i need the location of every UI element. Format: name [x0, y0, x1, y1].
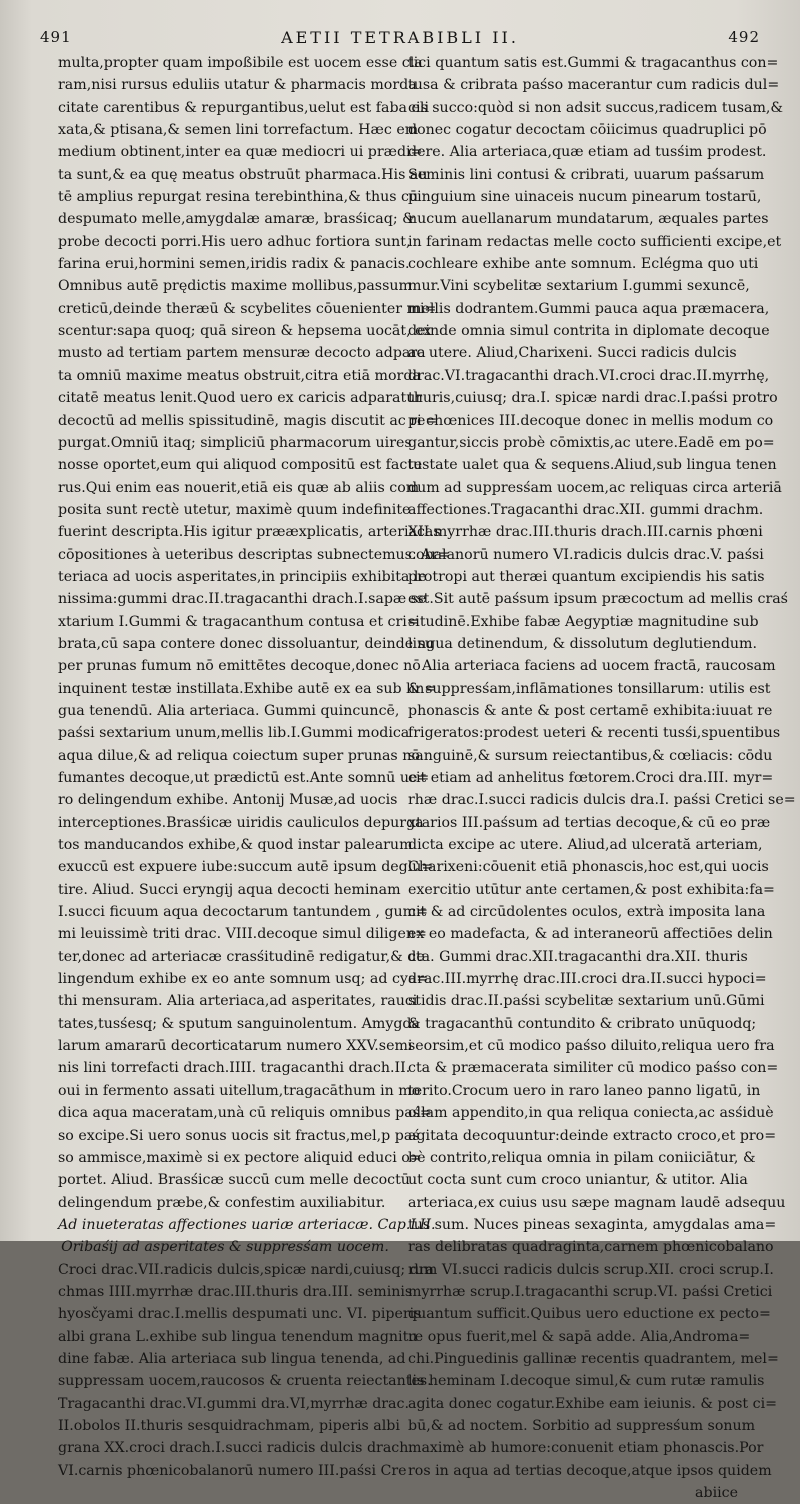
text-line: Croci drac.VII.radicis dulcis,spicæ nardi,cuiusq; dra	[58, 1261, 435, 1278]
text-line: ex eo madefacta, & ad interaneorū affectiōes delin	[408, 926, 773, 943]
text-line: scentur:sapa quoq; quā sireon & hepsema uocāt, ex	[58, 323, 432, 340]
text-line: dere. Alia arteriaca,quæ etiam ad tusśim prodest.	[408, 144, 767, 161]
text-line: tici quantum satis est.Gummi & tragacanthus con=	[408, 55, 779, 71]
text-line: donec cogatur decoctam cōiicimus quadruplici pō	[408, 122, 767, 139]
text-line: per prunas fumum nō emittētes decoque,donec nō	[58, 658, 421, 675]
text-line: lingendum exhibe ex eo ante somnum usq; ad cya=	[58, 971, 429, 988]
text-line: paśsi sextarium unum,mellis lib.I.Gummi modica	[58, 725, 410, 742]
text-line: citate carentibus & repurgantibus,uelut est faba eli	[58, 99, 430, 116]
text-line: cochleare exhibe ante somnum. Eclégma quo uti	[408, 256, 759, 273]
text-line: suppressam uocem,raucosos & cruenta reiectantes.	[58, 1373, 432, 1390]
text-line: tusa & cribrata paśso macerantur cum radicis dul=	[408, 77, 780, 94]
text-line: situdinē.Exhibe fabæ Aegyptiæ magnitudine sub	[408, 613, 759, 630]
right-page-number: 492	[728, 28, 760, 46]
text-line: interceptiones.Brasśicæ uiridis cauliculos depurga	[58, 814, 424, 831]
text-line: thi mensuram. Alia arteriaca,ad asperitates, rauci	[58, 993, 418, 1010]
chapter-heading-line: Oribaśij ad asperitates & suppresśam uocem.	[61, 1239, 389, 1256]
text-line: dicta excipe ac utere. Aliud,ad ulcerată arteriam,	[408, 837, 763, 854]
text-line: purgat.Omniū itaq; simpliciū pharmacorum uires	[58, 434, 412, 451]
text-line: VI.carnis phœnicobalanorū numero III.paśsi Cre	[58, 1462, 407, 1479]
text-line: nosse oportet,eum qui aliquod compositū est factu	[58, 457, 423, 474]
text-line: cobalanorū numero VI.radicis dulcis drac.V. paśsi	[408, 546, 764, 563]
text-line: larum amararū decorticatarum numero XXV.semi	[58, 1038, 413, 1055]
text-line: protropi aut theræi quantum excipiendis his satis	[408, 568, 765, 585]
text-line: seorsim,et cū modico paśso diluito,reliqua uero fra	[408, 1038, 775, 1055]
text-line: in farinam redactas melle cocto sufficienti excipe,et	[408, 233, 782, 250]
text-line: sanguinē,& sursum reiectantibus,& cœliacis: cōdu	[408, 747, 773, 764]
text-line: tos manducandos exhibe,& quod instar palearum	[58, 837, 413, 854]
text-line: so ammisce,maximè si ex pectore aliquid educi o=	[58, 1149, 422, 1166]
text-line: nissima:gummi drac.II.tragacanthi drach.I.sapæ se	[58, 591, 427, 608]
text-line: nis lini torrefacti drach.IIII. tragacanthi drach.II.	[58, 1060, 411, 1077]
text-line: ta omniū maxime meatus obstruit,citra etiā morda	[58, 367, 421, 384]
text-line: Seminis lini contusi & cribrati, uuarum paśsarum	[408, 166, 765, 183]
text-line: est.Sit autē paśsum ipsum præcoctum ad mellis craś	[408, 591, 788, 608]
text-line: quantum sufficit.Quibus uero eductione ex pecto=	[408, 1306, 771, 1323]
text-line: affectiones.Tragacanthi drac.XII. gummi drachm.	[408, 501, 764, 518]
text-line: mellis dodrantem.Gummi pauca aqua præmacera,	[408, 300, 770, 317]
text-line: tates,tusśesq; & sputum sanguinolentum. Amygda	[58, 1015, 420, 1032]
text-line: rhæ drac.I.succi radicis dulcis dra.I. paśsi Cretici se=	[408, 792, 796, 809]
text-line: creticū,deinde theræū & scybelites cōuenienter mi=	[58, 300, 437, 317]
text-line: pi chœnices III.decoque donec in mellis modum co	[408, 412, 774, 429]
text-line: rus.Qui enim eas nouerit,etiā eis quæ ab aliis com	[58, 479, 420, 496]
text-line: brata,cū sapa contere donec dissoluantur, deinde su	[58, 635, 435, 652]
text-line: ras delibratas quadraginta,carnem phœnicobalano	[408, 1239, 774, 1256]
text-line: xata,& ptisana,& semen lini torrefactum. Hæc em	[58, 122, 419, 139]
text-line: cit etiam ad anhelitus fœtorem.Croci dra.III. myr=	[408, 770, 774, 786]
text-line: teriaca ad uocis asperitates,in principiis exhibita le	[58, 568, 427, 585]
text-line: multa,propter quam impoßibile est uocem esse cla	[58, 55, 423, 71]
text-line: decoctū ad mellis spissitudinē, magis discutit ac re=	[58, 412, 438, 429]
text-line: lingua detinendum, & dissolutum deglutiendum.	[408, 635, 758, 652]
text-line: drac.III.myrrhę drac.III.croci dra.II.succi hypoci=	[408, 971, 767, 988]
text-line: oui in fermento assati uitellum,tragacāthum in mo	[58, 1082, 421, 1099]
text-line: ter,donec ad arteriacæ crasśitudinē redigatur,& de	[58, 948, 425, 965]
text-line: chmas IIII.myrrhæ drac.III.thuris dra.III. seminis	[58, 1283, 413, 1300]
text-line: posita sunt rectè utetur, maximè quum indefinite	[58, 501, 411, 518]
text-line: gantur,siccis probè cōmixtis,ac utere.Eadē em po=	[408, 434, 775, 451]
text-line: ros in aqua ad tertias decoque,atque ipsos quidem	[408, 1462, 772, 1479]
text-line: gua tenendū. Alia arteriaca. Gummi quincuncē,	[58, 702, 400, 719]
text-line: agita donec cogatur.Exhibe eam ieiunis. & post ci=	[408, 1395, 778, 1412]
text-line: aqua dilue,& ad reliqua coiectum super prunas nō	[58, 747, 420, 764]
text-line: testate ualet qua & sequens.Aliud,sub lingua tenen	[408, 457, 777, 474]
text-line: bū,& ad noctem. Sorbitio ad suppresśum sonum	[408, 1417, 756, 1434]
text-line: hyosčyami drac.I.mellis despumati unc. VI. piperis	[58, 1306, 422, 1323]
text-line: fumantes decoque,ut prædictū est.Ante somnū ue=	[58, 770, 430, 786]
text-line: myrrhæ scrup.I.tragacanthi scrup.VI. paśsi Cretici	[408, 1283, 773, 1300]
text-line: II.obolos II.thuris sesquidrachmam, piperis albi	[58, 1417, 400, 1434]
text-line: grana XX.croci drach.I.succi radicis dulcis drach.	[58, 1440, 413, 1457]
text-line: so excipe.Si uero sonus uocis sit fractus,mel,p paś	[58, 1127, 420, 1144]
text-line: probe decocti porri.His uero adhuc fortiora sunt,	[58, 233, 411, 250]
text-line: farina erui,hormini semen,iridis radix & panacis.	[58, 256, 410, 273]
text-line: dica aqua maceratam,unà cū reliquis omnibus paś=	[58, 1105, 432, 1122]
page-header	[40, 28, 760, 54]
text-line: maximè ab humore:conuenit etiam phonascis.Por	[408, 1440, 764, 1457]
text-line: tē amplius repurgat resina terebinthina,& thus cū	[58, 189, 419, 206]
text-line: bè contrito,reliqua omnia in pilam coniiciātur, &	[408, 1149, 756, 1166]
text-line: mi leuissimè triti drac. VIII.decoque simul diligen=	[58, 926, 427, 943]
text-line: mur.Vini scybelitæ sextarium I.gummi sexuncē,	[408, 278, 750, 295]
left-page-number: 491	[40, 28, 72, 46]
text-line: thuris,cuiusq; dra.I. spicæ nardi drac.I.paśsi protro	[408, 390, 778, 407]
text-line: fuerint descripta.His igitur prææxplicatis, arteriacas	[58, 524, 441, 541]
text-line: albi grana L.exhibe sub lingua tenendum magnitu	[58, 1328, 418, 1345]
text-line: stidis drac.II.paśsi scybelitæ sextarium unū.Gūmi	[408, 993, 765, 1010]
text-line: XII.myrrhæ drac.III.thuris drach.III.carnis phœni	[408, 524, 763, 541]
text-line: ta sunt,& ea quę meatus obstruūt pharmaca.His au	[58, 166, 428, 183]
text-line: agitata decoquuntur:deinde extracto croco,et pro=	[408, 1127, 777, 1144]
text-line: frigeratos:prodest ueteri & recenti tusśi,spuentibus	[408, 725, 781, 742]
text-line: despumato melle,amygdalæ amaræ, brasśicaq; &	[58, 211, 415, 228]
text-line: terito.Crocum uero in raro laneo panno ligatū, in	[408, 1082, 761, 1099]
text-line: Charixeni:cōuenit etiā phonascis,hoc est,qui uocis	[408, 859, 769, 876]
text-line: dine fabæ. Alia arteriaca sub lingua tenenda, ad	[58, 1350, 406, 1367]
text-line: ac utere. Aliud,Charixeni. Succi radicis dulcis	[408, 345, 737, 362]
text-line: deinde omnia simul contrita in diplomate decoque	[408, 323, 770, 340]
text-line: exuccū est expuere iube:succum autē ipsum deglu=	[58, 859, 434, 876]
text-line: lis heminam I.decoque simul,& cum rutæ ramulis	[408, 1373, 765, 1390]
catchword: abiice	[695, 1485, 738, 1501]
text-line: delingendum præbe,& confestim auxiliabitur.	[58, 1194, 386, 1211]
text-line: inquinent testæ instillata.Exhibe autē ex ea sub lin=	[58, 680, 437, 697]
chapter-heading-line: Ad inueteratas affectiones uariæ arteriacæ. Cap.LII.	[58, 1216, 436, 1233]
left-text-column	[58, 52, 450, 1482]
text-line: rum VI.succi radicis dulcis scrup.XII. croci scrup.I.	[408, 1261, 774, 1278]
text-line: Tragacanthi drac.VI.gummi dra.VI,myrrhæ drac.	[58, 1395, 409, 1412]
text-line: tire. Aliud. Succi eryngij aqua decocti heminam	[58, 881, 401, 898]
text-line: chi.Pinguedinis gallinæ recentis quadrantem, mel=	[408, 1350, 779, 1367]
text-line: ro delingendum exhibe. Antonij Musæ,ad uocis	[58, 792, 398, 809]
text-line: ram,nisi rursus eduliis utatur & pharmacis morda	[58, 77, 417, 94]
text-line: cta & præmacerata similiter cū modico paśso con=	[408, 1060, 779, 1077]
text-line: medium obtinent,inter ea quæ mediocri ui prædi=	[58, 144, 423, 161]
text-line: cōpositiones à ueteribus descriptas subnectemus. Ar=	[58, 546, 450, 563]
text-line: portet. Aliud. Brasśicæ succū cum melle decoctū	[58, 1172, 410, 1189]
text-line: xtarios III.paśsum ad tertias decoque,& cū eo præ	[408, 814, 771, 831]
text-line: dum ad suppresśam uocem,ac reliquas circa arteriā	[408, 479, 782, 496]
text-line: & tragacanthū contundito & cribrato unūquodq;	[408, 1015, 757, 1032]
text-line: & suppresśam,inflāmationes tonsillarum: utilis est	[408, 680, 771, 697]
text-line: re opus fuerit,mel & sapā adde. Alia,Androma=	[408, 1328, 751, 1345]
text-line: musto ad tertiam partem mensuræ decocto adpara	[58, 345, 426, 362]
text-line: ut cocta sunt cum croco uniantur, & utitor. Alia	[408, 1172, 748, 1189]
text-line: drac.VI.tragacanthi drach.VI.croci drac.II.myrrhę,	[408, 367, 770, 384]
text-line: tus sum. Nuces pineas sexaginta, amygdalas ama=	[408, 1216, 777, 1233]
text-line: arteriaca,ex cuius usu sæpe magnam laudē adsequu	[408, 1194, 786, 1211]
right-text-column	[408, 52, 796, 1504]
text-line: exercitio utūtur ante certamen,& post exhibita:fa=	[408, 881, 775, 898]
text-line: cit & ad circūdolentes oculos, extrà imposita lana	[408, 904, 766, 921]
text-line: pinguium sine uinaceis nucum pinearum tostarū,	[408, 189, 762, 206]
text-line: nucum auellanarum mundatarum, æquales partes	[408, 211, 769, 228]
text-line: cta. Gummi drac.XII.tragacanthi dra.XII. thuris	[408, 948, 748, 965]
running-title: AETII TETRABIBLI II.	[281, 28, 519, 47]
text-line: xtarium I.Gummi & tragacanthum contusa et cri=	[58, 613, 419, 630]
text-line: citatē meatus lenit.Quod uero ex caricis adparatur	[58, 390, 423, 407]
text-line: cis succo:quòd si non adsit succus,radicem tusam,&	[408, 99, 784, 116]
text-line: phonascis & ante & post certamē exhibita:iuuat re	[408, 702, 773, 719]
text-line: Alia arteriaca faciens ad uocem fractā, raucosam	[422, 658, 776, 675]
text-line: ollam appendito,in qua reliqua coniecta,ac asśiduè	[408, 1105, 774, 1122]
text-line: I.succi ficuum aqua decoctarum tantundem , gum=	[58, 904, 429, 921]
text-line: Omnibus autē prędictis maxime mollibus,passum	[58, 278, 412, 295]
